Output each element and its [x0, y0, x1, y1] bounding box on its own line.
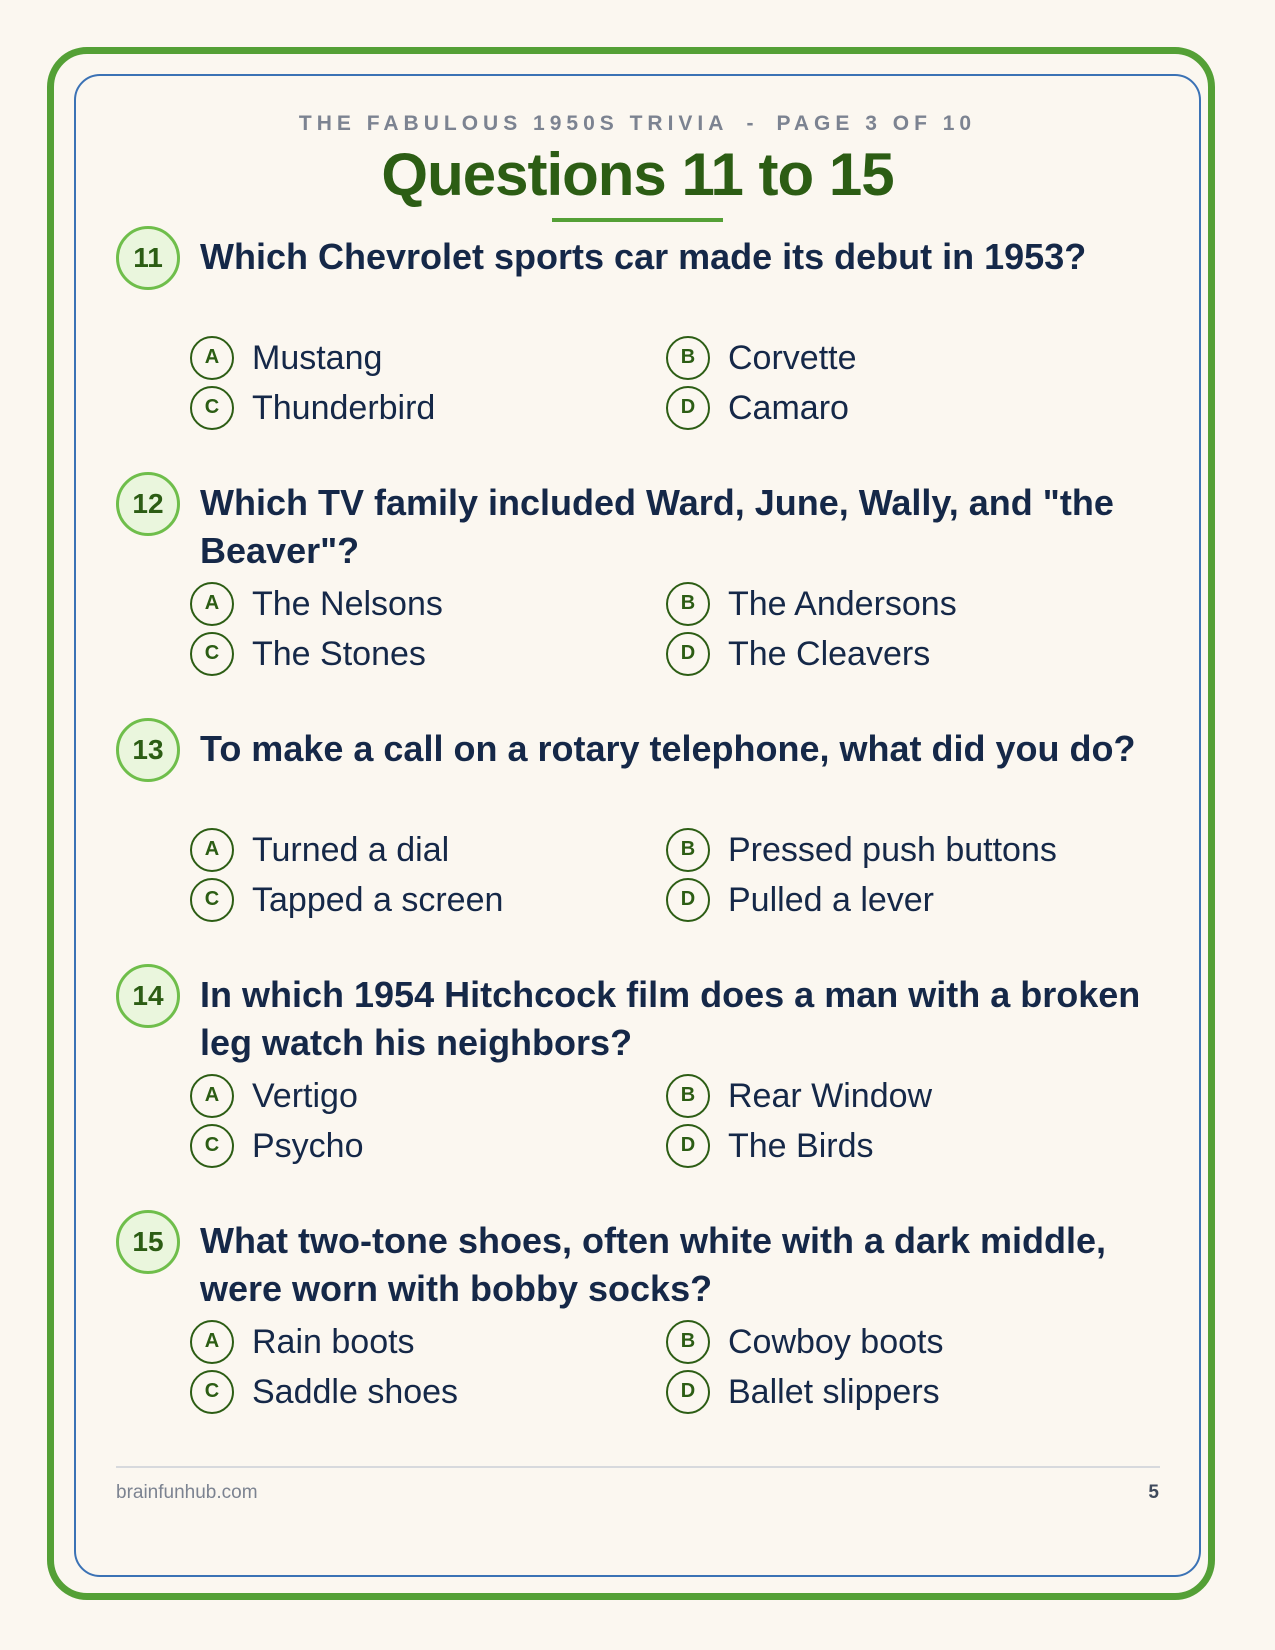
question-number-badge: 15 [116, 1210, 180, 1274]
page-indicator: PAGE 3 OF 10 [776, 112, 977, 135]
option-letter-badge: A [190, 582, 234, 626]
option-letter-badge: D [666, 1370, 710, 1414]
option-text: Turned a dial [252, 831, 450, 869]
option-letter-badge: C [190, 1370, 234, 1414]
option-text: Corvette [728, 339, 857, 377]
option-text: Ballet slippers [728, 1373, 940, 1411]
option-letter-badge: B [666, 828, 710, 872]
option-text: Saddle shoes [252, 1373, 459, 1411]
option-letter-badge: B [666, 1074, 710, 1118]
option-text: Mustang [252, 339, 383, 377]
option-text: Rear Window [728, 1077, 933, 1115]
page-header [0, 112, 1275, 136]
header-separator: - [746, 112, 759, 135]
option-text: The Andersons [728, 585, 957, 623]
option-text: The Cleavers [728, 635, 931, 673]
option-letter-badge: A [190, 828, 234, 872]
option-letter-badge: D [666, 386, 710, 430]
option-letter-badge: C [190, 386, 234, 430]
title-underline [552, 218, 723, 222]
option-letter-badge: C [190, 1124, 234, 1168]
inner-page-border [74, 74, 1201, 1577]
page-title: Questions 11 to 15 [381, 141, 894, 208]
option-letter-badge: A [190, 336, 234, 380]
question-number-badge: 13 [116, 718, 180, 782]
option-text: Thunderbird [252, 389, 436, 427]
option-text: Pulled a lever [728, 881, 935, 919]
option-letter-badge: D [666, 632, 710, 676]
option-letter-badge: C [190, 878, 234, 922]
option-letter-badge: B [666, 336, 710, 380]
option-text: Psycho [252, 1127, 364, 1165]
option-letter-badge: D [666, 878, 710, 922]
option-letter-badge: A [190, 1320, 234, 1364]
footer-page-number: 5 [1148, 1482, 1159, 1503]
option-text: Pressed push buttons [728, 831, 1057, 869]
footer-website: brainfunhub.com [116, 1482, 258, 1503]
footer-divider [116, 1466, 1160, 1468]
question-number-badge: 11 [116, 226, 180, 290]
option-letter-badge: B [666, 582, 710, 626]
option-letter-badge: A [190, 1074, 234, 1118]
option-letter-badge: C [190, 632, 234, 676]
option-text: Cowboy boots [728, 1323, 944, 1361]
question-number-badge: 14 [116, 964, 180, 1028]
option-text: The Birds [728, 1127, 874, 1165]
option-text: Rain boots [252, 1323, 415, 1361]
series-title: THE FABULOUS 1950S TRIVIA [298, 112, 729, 135]
option-letter-badge: B [666, 1320, 710, 1364]
question-text: Which Chevrolet sports car made its debut in 1953? [200, 236, 1087, 277]
option-letter-badge: D [666, 1124, 710, 1168]
option-text: Tapped a screen [252, 881, 504, 919]
option-text: Camaro [728, 389, 849, 427]
option-text: The Nelsons [252, 585, 443, 623]
question-text: In which 1954 Hitchcock film does a man with a broken leg watch his neighbors? [200, 974, 1141, 1063]
question-text: To make a call on a rotary telephone, what did you do? [200, 728, 1136, 769]
question-text: What two-tone shoes, often white with a dark middle, were worn with bobby socks? [200, 1220, 1107, 1309]
option-text: Vertigo [252, 1077, 358, 1115]
question-text: Which TV family included Ward, June, Wally, and "the Beaver"? [200, 482, 1114, 571]
option-text: The Stones [252, 635, 426, 673]
question-number-badge: 12 [116, 472, 180, 536]
